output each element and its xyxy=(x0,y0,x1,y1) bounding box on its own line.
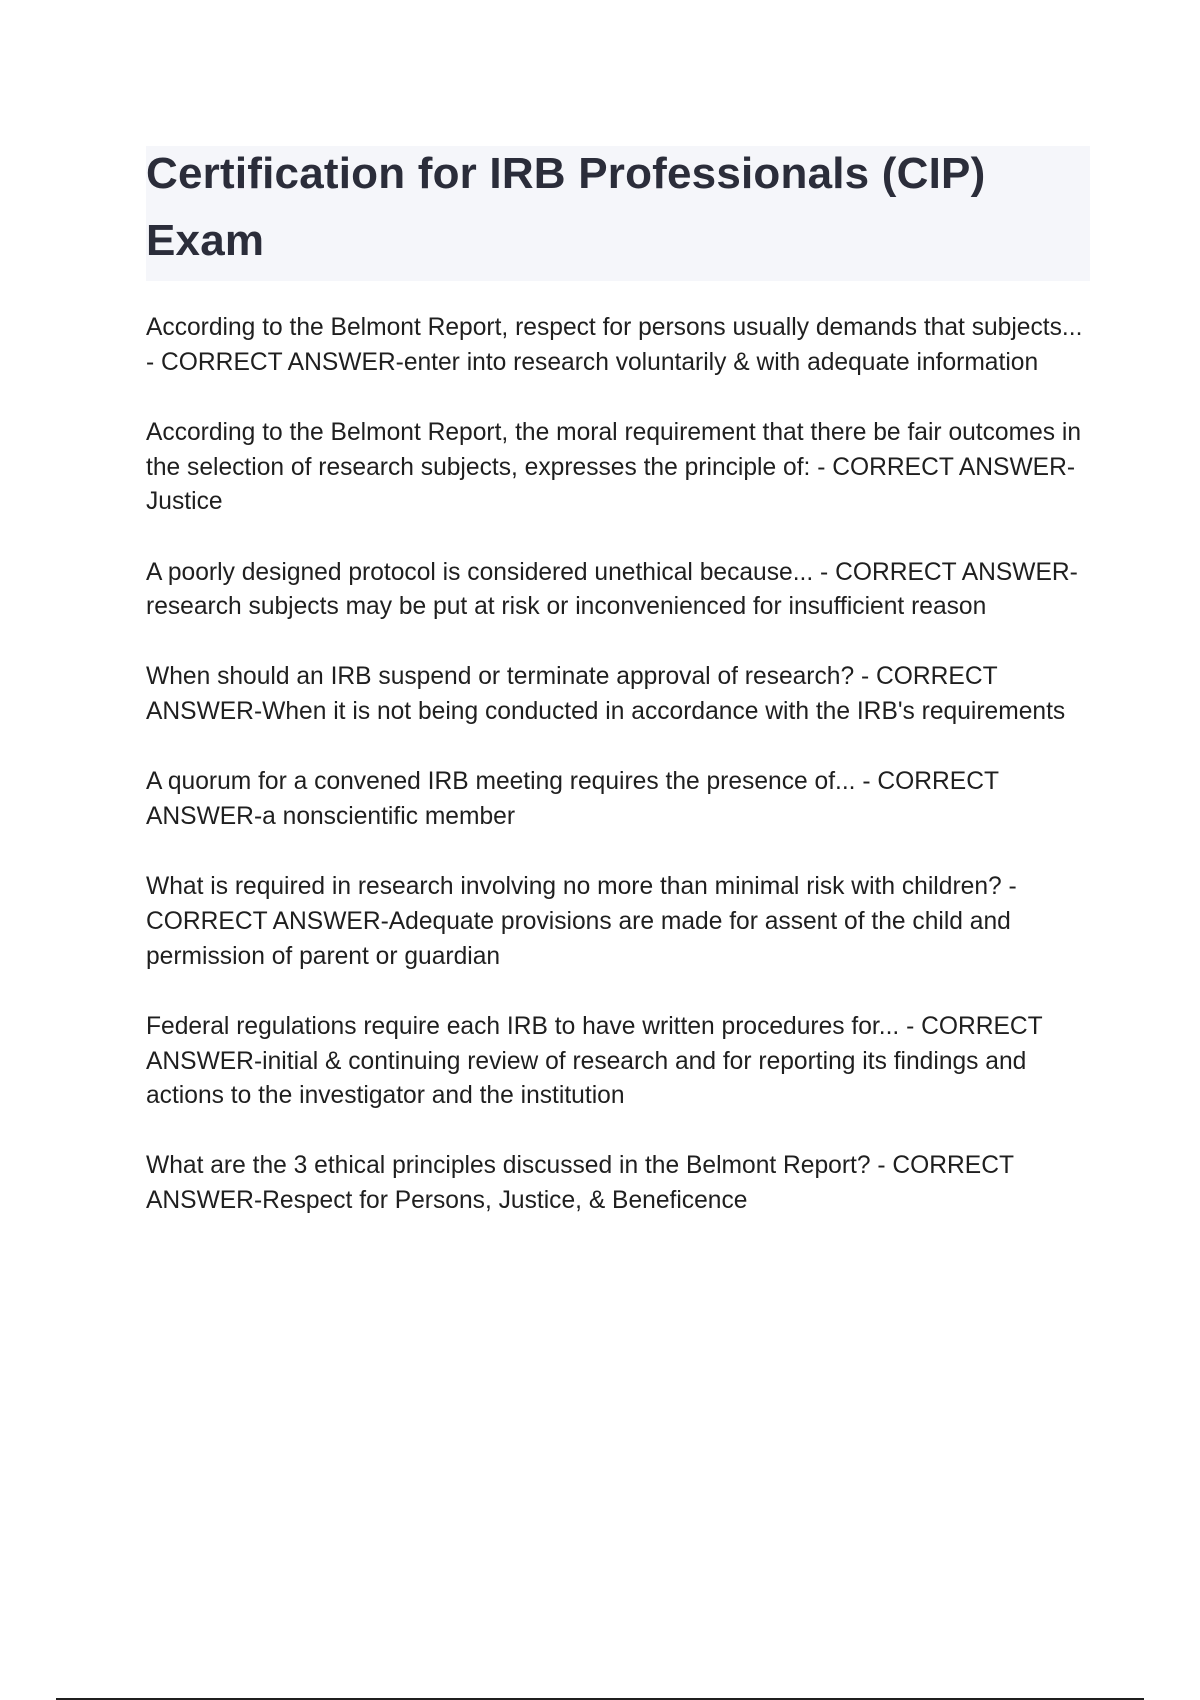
qa-item xyxy=(146,556,1096,625)
question-text: What is required in research involving no more than minimal risk with children? xyxy=(146,873,1002,901)
answer-prefix: CORRECT ANSWER- xyxy=(146,768,999,831)
answer-prefix: CORRECT ANSWER- xyxy=(146,663,998,726)
answer-prefix: CORRECT ANSWER- xyxy=(161,348,404,376)
answer-text: a nonscientific member xyxy=(262,803,516,831)
question-text: Federal regulations require each IRB to have written procedures for... xyxy=(146,1012,900,1040)
answer-prefix: CORRECT ANSWER- xyxy=(146,907,389,935)
answer-text: research subjects may be put at risk or inconvenienced for insufficient reason xyxy=(146,593,987,621)
separator: - xyxy=(855,768,878,796)
answer-text: Respect for Persons, Justice, & Beneficence xyxy=(262,1187,748,1215)
question-text: What are the 3 ethical principles discussed in the Belmont Report? xyxy=(146,1152,871,1180)
qa-item xyxy=(146,1149,1096,1218)
answer-text: Justice xyxy=(146,488,223,516)
separator: - xyxy=(870,1152,893,1180)
answer-prefix: CORRECT ANSWER- xyxy=(146,1012,1043,1075)
answer-text: When it is not being conducted in accordance with the IRB's requirements xyxy=(262,698,1066,726)
question-text: When should an IRB suspend or terminate approval of research? xyxy=(146,663,855,691)
separator: - xyxy=(899,1012,922,1040)
qa-item xyxy=(146,660,1096,729)
qa-item xyxy=(146,870,1096,974)
answer-text: initial & continuing review of research and for reporting its findings and actions to the investigator and the institution xyxy=(146,1047,1027,1110)
answer-prefix: CORRECT ANSWER- xyxy=(146,1152,1014,1215)
qa-list xyxy=(146,311,1096,1254)
separator: - xyxy=(854,663,877,691)
separator: - xyxy=(810,453,833,481)
qa-item xyxy=(146,1010,1096,1114)
qa-item xyxy=(146,765,1096,834)
separator: - xyxy=(813,558,836,586)
answer-prefix: CORRECT ANSWER- xyxy=(832,453,1076,481)
answer-text: Adequate provisions are made for assent of the child and permission of parent or guardian xyxy=(146,907,1011,970)
question-text: According to the Belmont Report, respect for persons usually demands that subjects... xyxy=(146,314,1083,341)
question-text: A poorly designed protocol is considered unethical because... xyxy=(146,558,814,586)
question-text: A quorum for a convened IRB meeting requires the presence of... xyxy=(146,768,856,796)
separator: - xyxy=(1001,873,1017,901)
answer-text: enter into research voluntarily & with adequate information xyxy=(403,348,1039,376)
separator: - xyxy=(146,348,162,376)
document-title: Certification for IRB Professionals (CIP) Exam xyxy=(146,149,986,265)
question-text: According to the Belmont Report, the moral requirement that there be fair outcomes in the selection of research subjects, expresses the principle of: xyxy=(146,418,1082,481)
qa-item xyxy=(146,416,1096,520)
qa-item xyxy=(146,311,1096,380)
answer-prefix: CORRECT ANSWER- xyxy=(835,558,1078,586)
